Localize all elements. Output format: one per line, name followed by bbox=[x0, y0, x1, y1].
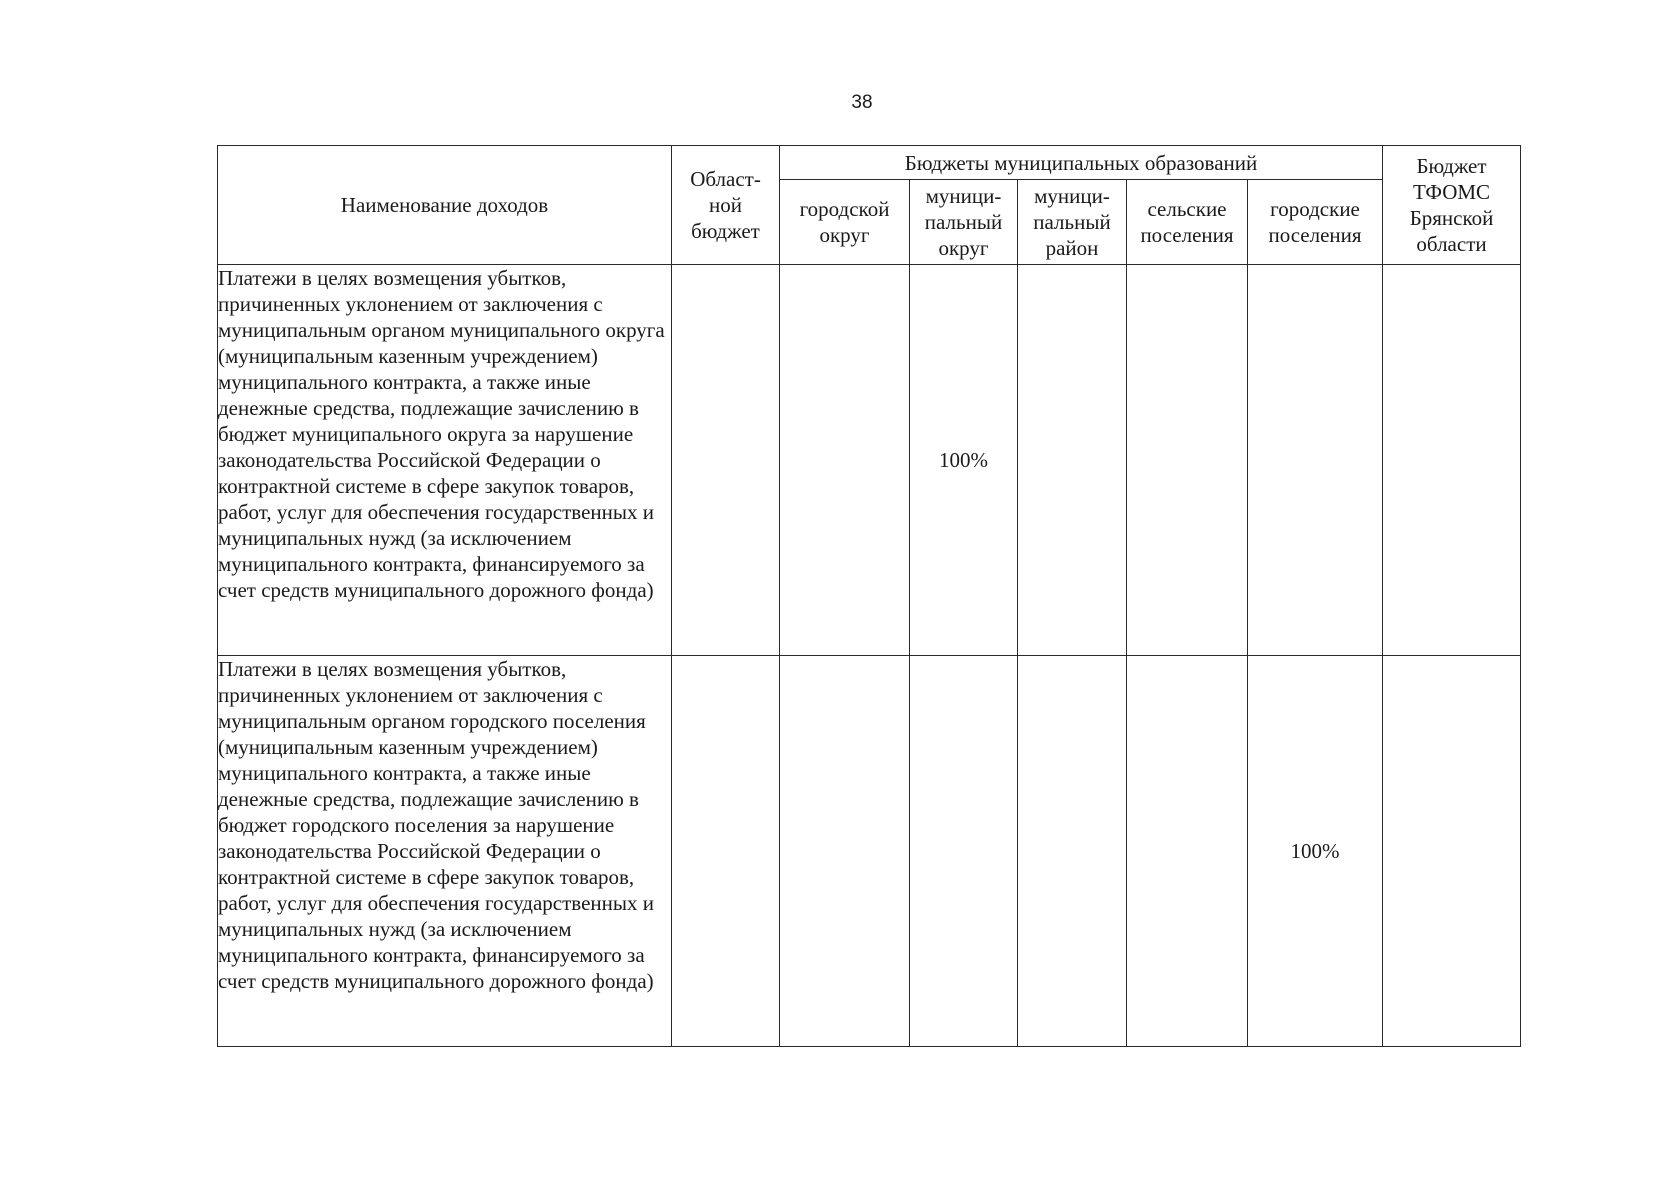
row-value-cell bbox=[780, 656, 910, 1047]
row-value-cell bbox=[1018, 265, 1127, 656]
header-municipal-area: муници- пальный район bbox=[1018, 180, 1127, 265]
header-revenue-name: Наименование доходов bbox=[218, 146, 672, 265]
row-value-cell: 100% bbox=[1248, 656, 1383, 1047]
header-urban-district: городской округ bbox=[780, 180, 910, 265]
header-municipal-budgets: Бюджеты муниципальных образований bbox=[780, 146, 1383, 180]
table-row bbox=[218, 265, 1521, 656]
row-value-cell bbox=[672, 265, 780, 656]
row-value-cell: 100% bbox=[910, 265, 1018, 656]
page-number: 38 bbox=[851, 92, 873, 113]
header-tfoms-budget: Бюджет ТФОМС Брянской области bbox=[1383, 146, 1521, 265]
header-urban-settlements: городские поселения bbox=[1248, 180, 1383, 265]
row-value-cell bbox=[1127, 656, 1248, 1047]
table-row bbox=[218, 656, 1521, 1047]
header-row-1 bbox=[218, 146, 1521, 180]
row-value-cell bbox=[780, 265, 910, 656]
row-value-cell bbox=[1248, 265, 1383, 656]
row-revenue-name: Платежи в целях возмещения убытков, причиненных уклонением от заключения с муниципальным органом городского поселения (муниципальным казенным учреждением) муниципального контракта, а также иные денежные средства, подлежащие зачислению в бюджет городского поселения за нарушение законодательства Российской Федерации о контрактной системе в сфере закупок товаров, работ, услуг для обеспечения государственных и муниципальных нужд (за исключением муниципального контракта, финансируемого за счет средств муниципального дорожного фонда) bbox=[218, 656, 672, 1047]
header-regional-budget: Област- ной бюджет bbox=[672, 146, 780, 265]
row-value-cell bbox=[1018, 656, 1127, 1047]
header-municipal-district: муници- пальный округ bbox=[910, 180, 1018, 265]
header-rural-settlements: сельские поселения bbox=[1127, 180, 1248, 265]
revenue-distribution-table bbox=[217, 145, 1521, 1047]
row-revenue-name: Платежи в целях возмещения убытков, причиненных уклонением от заключения с муниципальным органом муниципального округа (муниципальным казенным учреждением) муниципального контракта, а также иные денежные средства, подлежащие зачислению в бюджет муниципального округа за нарушение законодательства Российской Федерации о контрактной системе в сфере закупок товаров, работ, услуг для обеспечения государственных и муниципальных нужд (за исключением муниципального контракта, финансируемого за счет средств муниципального дорожного фонда) bbox=[218, 265, 672, 656]
row-value-cell bbox=[910, 656, 1018, 1047]
row-value-cell bbox=[1383, 656, 1521, 1047]
row-value-cell bbox=[672, 656, 780, 1047]
row-value-cell bbox=[1127, 265, 1248, 656]
row-value-cell bbox=[1383, 265, 1521, 656]
